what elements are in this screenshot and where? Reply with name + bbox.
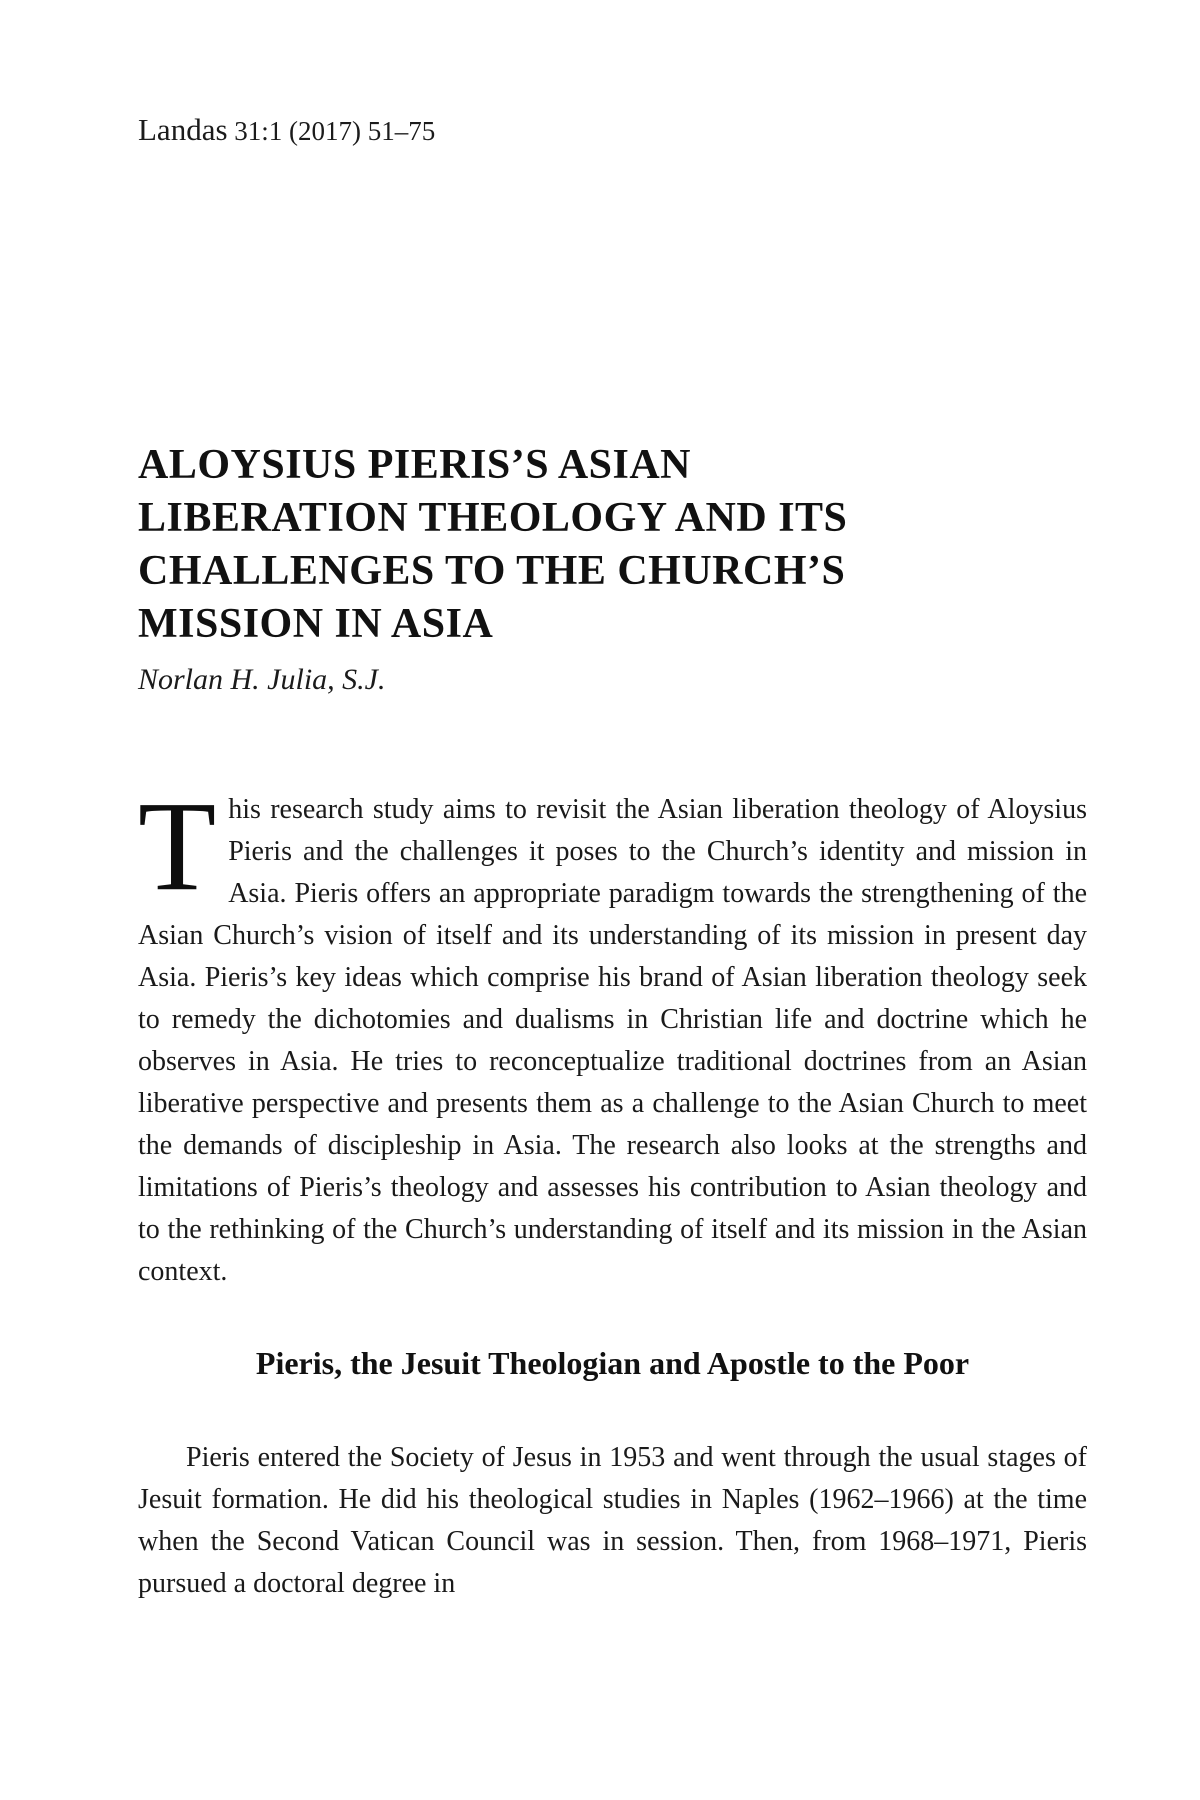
abstract-paragraph	[138, 775, 1087, 1293]
drop-cap: T	[138, 775, 217, 917]
journal-header	[138, 112, 1087, 149]
article-title-line: ALOYSIUS PIERIS’S ASIAN	[138, 442, 692, 488]
article-title-line: CHALLENGES TO THE CHURCH’S	[138, 548, 846, 594]
abstract-text: his research study aims to revisit the Asian liberation theology of Aloysius Pieris and the challenges it poses to the Church’s identity and mission in Asia. Pieris offers an appropriate paradigm towards the strengthening of the Asian Church’s vision of itself and its understanding of its mission in present day Asia. Pieris’s key ideas which comprise his brand of Asian liberation theology seek to remedy the dichotomies and dualisms in Christian life and doctrine which he observes in Asia. He tries to reconceptualize traditional doctrines from an Asian liberative perspective and presents them as a challenge to the Asian Church to meet the demands of discipleship in Asia. The research also looks at the strengths and limitations of Pieris’s theology and assesses his contribution to Asian theology and to the rethinking of the Church’s understanding of itself and its mission in the Asian context.	[138, 794, 1087, 1287]
article-title-line: MISSION IN ASIA	[138, 601, 494, 647]
body-paragraph: Pieris entered the Society of Jesus in 1953 and went through the usual stages of Jesuit formation. He did his theological studies in Naples (1962–1966) at the time when the Second Vatican Council was in session. Then, from 1968–1971, Pieris pursued a doctoral degree in	[138, 1442, 1087, 1599]
article-title-line: LIBERATION THEOLOGY AND ITS	[138, 495, 848, 541]
section-heading: Pieris, the Jesuit Theologian and Apostle to the Poor	[255, 1345, 970, 1381]
article-title	[138, 439, 1087, 651]
article-author: Norlan H. Julia, S.J.	[138, 663, 386, 696]
journal-citation: 31:1 (2017) 51–75	[234, 116, 436, 146]
journal-name: Landas	[138, 112, 228, 147]
